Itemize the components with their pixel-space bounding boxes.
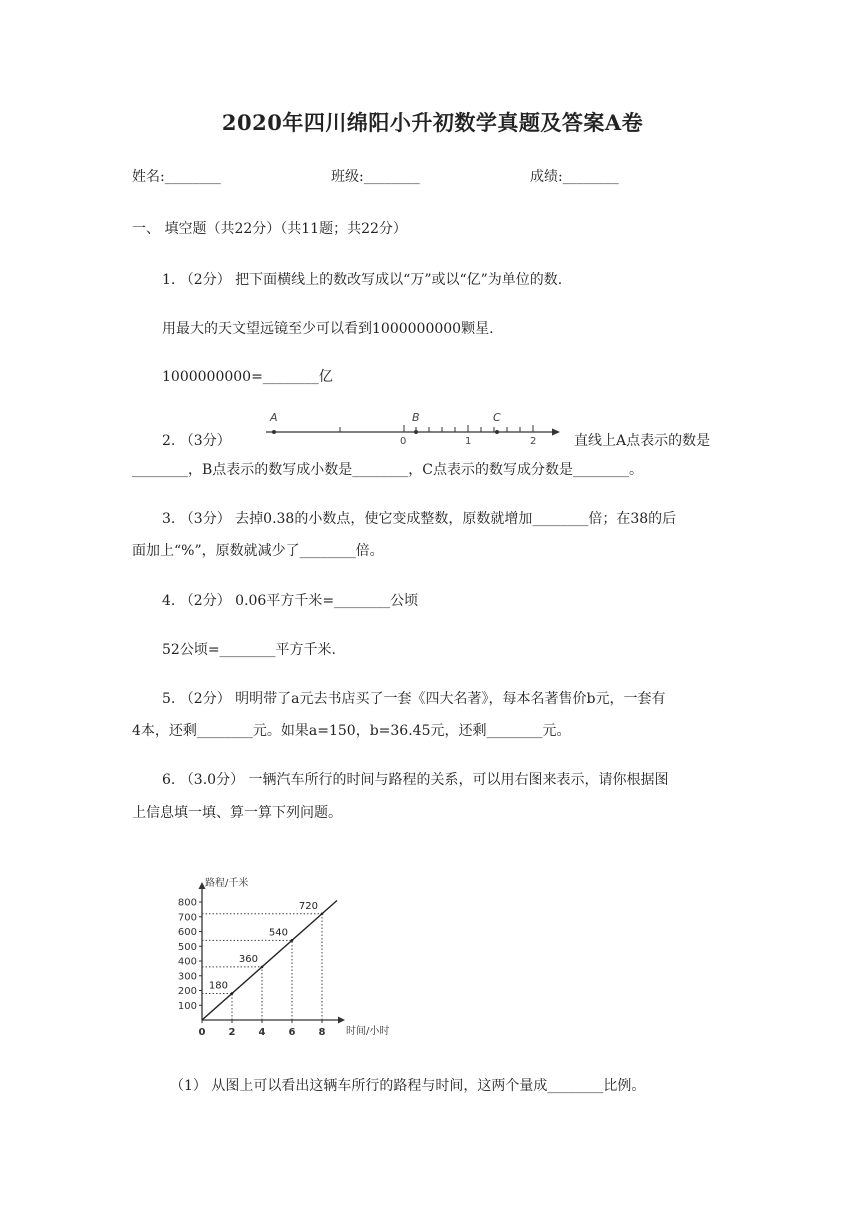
tick-label-zero: 0 [400, 436, 407, 447]
q1-line1: 1. （2分） 把下面横线上的数改写成以“万”或以“亿”为单位的数. [162, 272, 563, 288]
number-line-arrow [552, 429, 560, 436]
data-point [321, 913, 324, 916]
q5-line1: 5. （2分） 明明带了a元去书店买了一套《四大名著》，每本名著售价b元，一套有 [162, 691, 666, 707]
point-b-label: B [412, 411, 420, 424]
chart-labels [209, 901, 318, 992]
y-tick-label: 200 [177, 986, 197, 997]
series-line [202, 901, 337, 1020]
q5-line2: 4本，还剩________元。如果a=150，b=36.45元，还剩________元。 [132, 723, 571, 739]
data-label: 180 [208, 980, 228, 992]
q2-line2: ________，B点表示的数写成小数是________，C点表示的数写成分数是________。 [132, 462, 643, 478]
q6-line1: 6. （3.0分） 一辆汽车所行的时间与路程的关系，可以用右图来表示，请你根据图 [162, 772, 669, 788]
data-point [291, 939, 294, 942]
data-label: 720 [298, 900, 318, 912]
data-label: 540 [268, 927, 288, 939]
distance-time-chart [170, 852, 410, 1038]
y-tick-label: 700 [177, 912, 197, 924]
name-field: 姓名:________ [132, 169, 221, 185]
x-axis-arrow [338, 1017, 345, 1024]
point-c-dot [495, 430, 499, 434]
data-point [261, 966, 264, 969]
number-line [258, 408, 568, 448]
q6-line2: 上信息填一填、算一算下列问题。 [132, 805, 342, 821]
point-a-dot [272, 430, 276, 434]
x-tick-label: 4 [258, 1027, 266, 1038]
y-tick-label: 400 [177, 956, 197, 968]
y-axis-title: 路程/千米 [205, 878, 249, 889]
x-tick-label: 0 [198, 1027, 206, 1038]
point-a-label: A [270, 411, 278, 424]
x-tick-label: 2 [228, 1027, 236, 1038]
data-point [231, 992, 234, 995]
q2-line1-suffix: 直线上A点表示的数是 [574, 433, 711, 449]
document-title: 2020年四川绵阳小升初数学真题及答案A卷 [221, 110, 644, 135]
point-c-label: C [493, 411, 501, 424]
point-b-dot [414, 430, 418, 434]
x-tick-label: 6 [288, 1027, 296, 1038]
section-heading: 一、 填空题（共22分）（共11题；共22分） [132, 221, 407, 237]
x-axis-title: 时间/小时 [346, 1026, 390, 1037]
q3-line1: 3. （3分） 去掉0.38的小数点，使它变成整数，原数就增加________倍；在38的后 [162, 511, 677, 527]
q1-line2: 用最大的天文望远镜至少可以看到1000000000颗星. [162, 321, 494, 337]
q6-sub1: （1） 从图上可以看出这辆车所行的路程与时间，这两个量成________比例。 [170, 1078, 646, 1094]
q4-line2: 52公顷=________平方千米. [162, 642, 336, 658]
y-tick-label: 100 [177, 1000, 197, 1012]
y-tick-label: 500 [177, 941, 197, 953]
q2-prefix: 2. （3分） [162, 433, 231, 449]
tick-label-two: 2 [530, 436, 537, 447]
y-tick-label: 300 [177, 971, 197, 983]
chart-series [202, 901, 337, 1020]
q1-line3: 1000000000=________亿 [162, 369, 333, 385]
tick-label-one: 1 [465, 436, 472, 447]
score-field: 成绩:________ [530, 169, 619, 185]
data-label: 360 [238, 953, 258, 965]
q4-line1: 4. （2分） 0.06平方千米=________公顷 [162, 593, 419, 609]
x-tick-label: 8 [318, 1027, 326, 1038]
q3-line2: 面加上“%”，原数就减少了________倍。 [132, 543, 384, 559]
y-tick-label: 600 [177, 927, 197, 938]
y-tick-label: 800 [177, 897, 197, 909]
class-field: 班级:________ [331, 169, 420, 185]
